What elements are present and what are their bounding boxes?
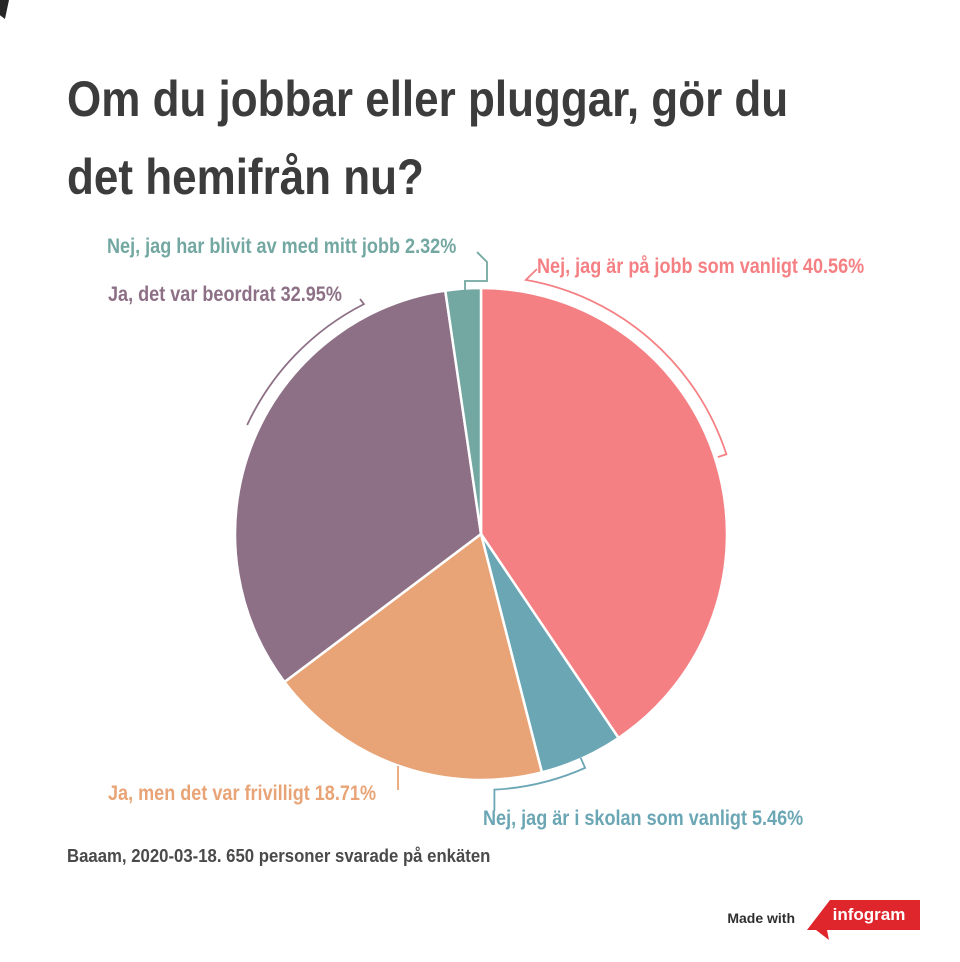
chart-title-line2: det hemifrån nu?: [67, 149, 424, 205]
chart-title-line1: Om du jobbar eller pluggar, gör du: [67, 71, 789, 127]
callout-line-4: [465, 252, 487, 290]
slice-label-0: Nej, jag är på jobb som vanligt 40.56%: [537, 255, 865, 278]
slice-label-1: Nej, jag är i skolan som vanligt 5.46%: [483, 807, 804, 830]
infogram-logo[interactable]: [803, 899, 921, 941]
made-with-label: Made with: [727, 910, 795, 926]
slice-label-3: Ja, det var beordrat 32.95%: [108, 283, 342, 306]
slice-label-2: Ja, men det var frivilligt 18.71%: [108, 782, 377, 805]
infogram-logo-text: infogram: [832, 905, 906, 924]
slice-label-4: Nej, jag har blivit av med mitt jobb 2.32%: [107, 235, 457, 258]
source-note: Baaam, 2020-03-18. 650 personer svarade på enkäten: [67, 846, 491, 866]
